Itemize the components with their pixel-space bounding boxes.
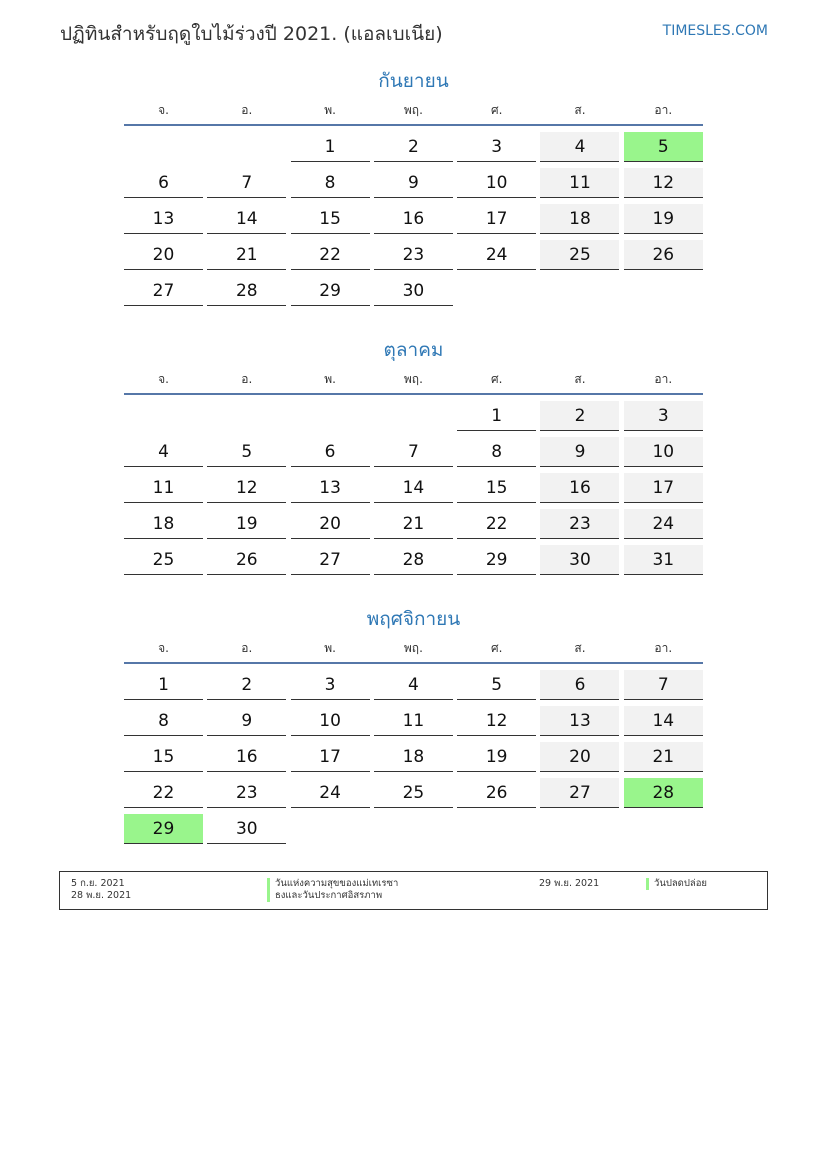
weekday-header [124, 636, 703, 662]
day-cell: 4 [374, 670, 453, 700]
day-cell: 19 [457, 742, 536, 772]
day-cell: 25 [124, 545, 203, 575]
day-cell: 6 [124, 168, 203, 198]
holiday-legend [59, 871, 768, 910]
day-cell: 21 [624, 742, 703, 772]
day-cell: 21 [374, 509, 453, 539]
day-cell: 28 [207, 276, 286, 306]
day-grid [124, 132, 703, 306]
day-cell: 17 [291, 742, 370, 772]
empty-cell [291, 401, 370, 431]
empty-cell [124, 401, 203, 431]
day-cell: 12 [207, 473, 286, 503]
day-cell: 11 [124, 473, 203, 503]
day-cell: 29 [291, 276, 370, 306]
day-cell: 10 [291, 706, 370, 736]
month-name: พฤศจิกายน [366, 608, 461, 630]
legend-marker [267, 878, 270, 902]
day-cell: 7 [207, 168, 286, 198]
day-cell: 15 [124, 742, 203, 772]
day-cell: 26 [457, 778, 536, 808]
day-cell: 28 [374, 545, 453, 575]
day-cell: 25 [540, 240, 619, 270]
day-cell: 2 [540, 401, 619, 431]
weekday-label: พฤ. [403, 103, 423, 117]
weekday-label: ส. [574, 103, 586, 117]
day-grid [124, 670, 703, 844]
day-cell: 1 [291, 132, 370, 162]
day-cell: 13 [124, 204, 203, 234]
weekday-label: จ. [158, 372, 169, 386]
day-cell: 7 [624, 670, 703, 700]
empty-cell [207, 401, 286, 431]
day-cell: 27 [124, 276, 203, 306]
day-cell: 17 [624, 473, 703, 503]
month-september [124, 68, 703, 306]
month-october [124, 337, 703, 575]
day-cell: 22 [457, 509, 536, 539]
day-cell: 31 [624, 545, 703, 575]
day-cell: 8 [457, 437, 536, 467]
weekday-label: พ. [324, 372, 336, 386]
weekday-label: ส. [574, 641, 586, 655]
header-divider [124, 393, 703, 395]
legend-date: 28 พ.ย. 2021 [71, 890, 132, 901]
day-cell: 16 [374, 204, 453, 234]
legend-date: 5 ก.ย. 2021 [71, 878, 125, 889]
month-name: ตุลาคม [383, 339, 444, 361]
day-cell: 25 [374, 778, 453, 808]
weekday-label: อา. [654, 372, 673, 386]
day-cell: 5 [457, 670, 536, 700]
day-cell: 7 [374, 437, 453, 467]
weekday-label: ศ. [490, 103, 503, 117]
weekday-label: อา. [654, 103, 673, 117]
day-cell: 6 [540, 670, 619, 700]
holiday-day-cell: 28 [624, 778, 703, 808]
empty-cell [374, 401, 453, 431]
day-cell: 9 [207, 706, 286, 736]
day-cell: 1 [124, 670, 203, 700]
day-cell: 6 [291, 437, 370, 467]
month-november [124, 606, 703, 844]
day-cell: 30 [540, 545, 619, 575]
holiday-day-cell: 5 [624, 132, 703, 162]
day-cell: 26 [624, 240, 703, 270]
legend-date: 29 พ.ย. 2021 [539, 878, 600, 889]
day-cell: 3 [624, 401, 703, 431]
day-cell: 15 [291, 204, 370, 234]
weekday-label: อ. [241, 103, 253, 117]
day-cell: 18 [374, 742, 453, 772]
day-cell: 16 [207, 742, 286, 772]
day-cell: 23 [540, 509, 619, 539]
day-cell: 18 [124, 509, 203, 539]
day-cell: 19 [207, 509, 286, 539]
day-cell: 3 [291, 670, 370, 700]
weekday-label: พ. [324, 103, 336, 117]
day-cell: 23 [207, 778, 286, 808]
weekday-label: ศ. [490, 641, 503, 655]
legend-holiday-name: ธงและวันประกาศอิสรภาพ [275, 890, 383, 901]
day-cell: 23 [374, 240, 453, 270]
day-cell: 9 [374, 168, 453, 198]
day-cell: 30 [374, 276, 453, 306]
day-cell: 27 [540, 778, 619, 808]
day-cell: 2 [374, 132, 453, 162]
legend-holiday-name: วันปลดปล่อย [654, 878, 707, 889]
weekday-label: จ. [158, 641, 169, 655]
day-cell: 5 [207, 437, 286, 467]
weekday-label: อ. [241, 641, 253, 655]
day-grid [124, 401, 703, 575]
day-cell: 18 [540, 204, 619, 234]
day-cell: 9 [540, 437, 619, 467]
day-cell: 12 [624, 168, 703, 198]
weekday-label: อ. [241, 372, 253, 386]
day-cell: 15 [457, 473, 536, 503]
weekday-label: พ. [324, 641, 336, 655]
holiday-day-cell: 29 [124, 814, 203, 844]
weekday-label: พฤ. [403, 372, 423, 386]
header-divider [124, 124, 703, 126]
month-name: กันยายน [378, 70, 449, 92]
weekday-label: ส. [574, 372, 586, 386]
day-cell: 20 [540, 742, 619, 772]
day-cell: 10 [457, 168, 536, 198]
empty-cell [207, 132, 286, 162]
day-cell: 20 [291, 509, 370, 539]
header-divider [124, 662, 703, 664]
day-cell: 14 [207, 204, 286, 234]
page-title: ปฏิทินสำหรับฤดูใบไม้ร่วงปี 2021. (แอลเบเนีย) [60, 23, 443, 45]
day-cell: 8 [291, 168, 370, 198]
day-cell: 10 [624, 437, 703, 467]
day-cell: 1 [457, 401, 536, 431]
day-cell: 2 [207, 670, 286, 700]
legend-holiday-name: วันแห่งความสุขของแม่เทเรซา [275, 878, 399, 889]
day-cell: 27 [291, 545, 370, 575]
day-cell: 8 [124, 706, 203, 736]
legend-marker [646, 878, 649, 890]
day-cell: 13 [291, 473, 370, 503]
day-cell: 11 [540, 168, 619, 198]
day-cell: 22 [124, 778, 203, 808]
day-cell: 13 [540, 706, 619, 736]
day-cell: 22 [291, 240, 370, 270]
weekday-label: อา. [654, 641, 673, 655]
day-cell: 11 [374, 706, 453, 736]
empty-cell [124, 132, 203, 162]
site-link[interactable]: TIMESLES.COM [662, 23, 768, 39]
weekday-label: จ. [158, 103, 169, 117]
day-cell: 17 [457, 204, 536, 234]
day-cell: 4 [540, 132, 619, 162]
day-cell: 26 [207, 545, 286, 575]
day-cell: 24 [457, 240, 536, 270]
day-cell: 29 [457, 545, 536, 575]
day-cell: 21 [207, 240, 286, 270]
day-cell: 24 [291, 778, 370, 808]
day-cell: 30 [207, 814, 286, 844]
weekday-label: พฤ. [403, 641, 423, 655]
weekday-header [124, 98, 703, 124]
weekday-header [124, 367, 703, 393]
day-cell: 14 [374, 473, 453, 503]
day-cell: 4 [124, 437, 203, 467]
weekday-label: ศ. [490, 372, 503, 386]
day-cell: 12 [457, 706, 536, 736]
day-cell: 3 [457, 132, 536, 162]
day-cell: 14 [624, 706, 703, 736]
day-cell: 24 [624, 509, 703, 539]
day-cell: 19 [624, 204, 703, 234]
day-cell: 16 [540, 473, 619, 503]
day-cell: 20 [124, 240, 203, 270]
